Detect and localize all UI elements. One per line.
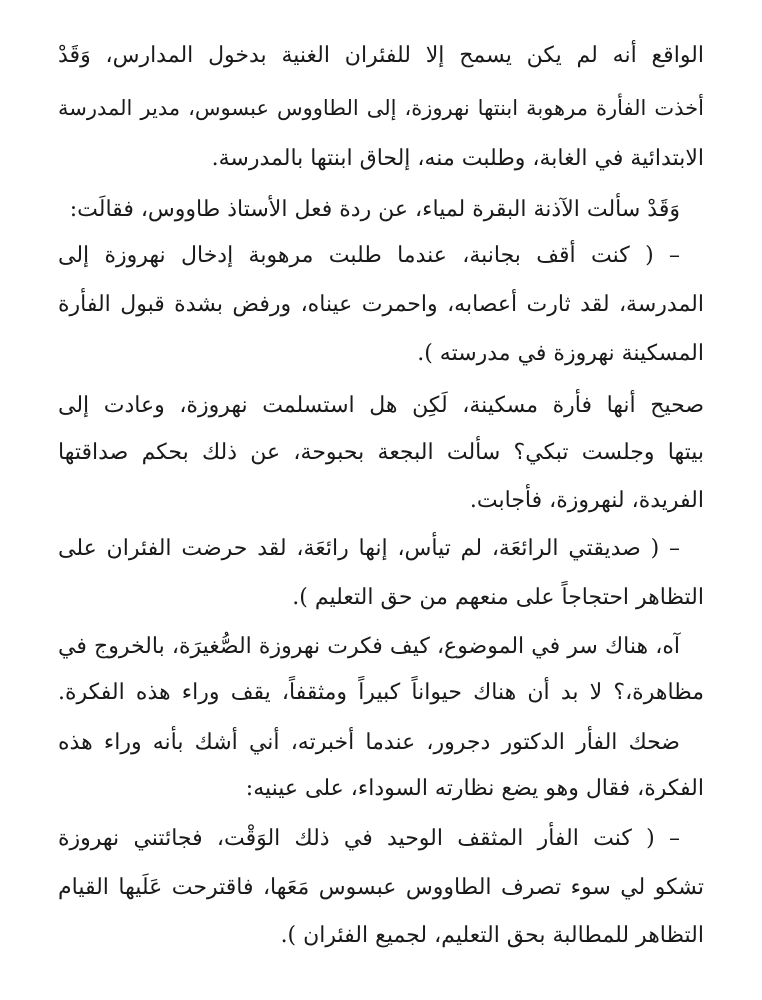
text-line: صحيح أنها فأرة مسكينة، لَكِن هل استسلمت نهروزة، وعادت إلى (58, 393, 704, 418)
text-line: آه، هناك سر في الموضوع، كيف فكرت نهروزة الصُّغيرَة، بالخروج في (58, 634, 680, 659)
text-line: الابتدائية في الغابة، وطلبت منه، إلحاق ابنتها بالمدرسة. (211, 146, 704, 171)
text-line: التظاهر للمطالبة بحق التعليم، لجميع الفئران ). (280, 923, 704, 948)
text-line: وَقَدْ سألت الآذنة البقرة لمياء، عن ردة فعل الأستاذ طاووس، فقالَت: (69, 197, 680, 222)
text-line: التظاهر احتجاجاً على منعهم من حق التعليم ). (292, 585, 704, 610)
text-line: المسكينة نهروزة في مدرسته ). (417, 341, 704, 366)
text-line: الفكرة، فقال وهو يضع نظارته السوداء، على عينيه: (245, 776, 704, 801)
text-line: بيتها وجلست تبكي؟ سألت البجعة بحبوحة، عن ذلك بحكم صداقتها (58, 440, 704, 465)
text-line: المدرسة، لقد ثارت أعصابه، واحمرت عيناه، ورفض بشدة قبول الفأرة (58, 292, 704, 317)
text-line: الفريدة، لنهروزة، فأجابت. (469, 488, 704, 513)
text-line: – ( كنت الفأر المثقف الوحيد في ذلك الوَقْت، فجائتني نهروزة (58, 826, 680, 851)
text-line: الواقع أنه لم يكن يسمح إلا للفئران الغنية بدخول المدارس، وَقَدْ (58, 43, 704, 68)
text-line: ضحك الفأر الدكتور دجرور، عندما أخبرته، أني أشك بأنه وراء هذه (58, 730, 680, 755)
text-line: مظاهرة،؟ لا بد أن هناك حيواناً كبيراً ومثقفاً، يقف وراء هذه الفكرة. (58, 680, 704, 705)
text-line: – ( صديقتي الرائعَة، لم تيأس، إنها رائعَة، لقد حرضت الفئران على (58, 536, 680, 561)
text-line: – ( كنت أقف بجانبة، عندما طلبت مرهوبة إدخال نهروزة إلى (58, 243, 680, 268)
text-line: تشكو لي سوء تصرف الطاووس عبسوس مَعَها، فاقترحت عَلَيها القيام (58, 875, 704, 900)
text-line: أخذت الفأرة مرهوبة ابنتها نهروزة، إلى الطاووس عبسوس، مدير المدرسة (58, 96, 704, 120)
